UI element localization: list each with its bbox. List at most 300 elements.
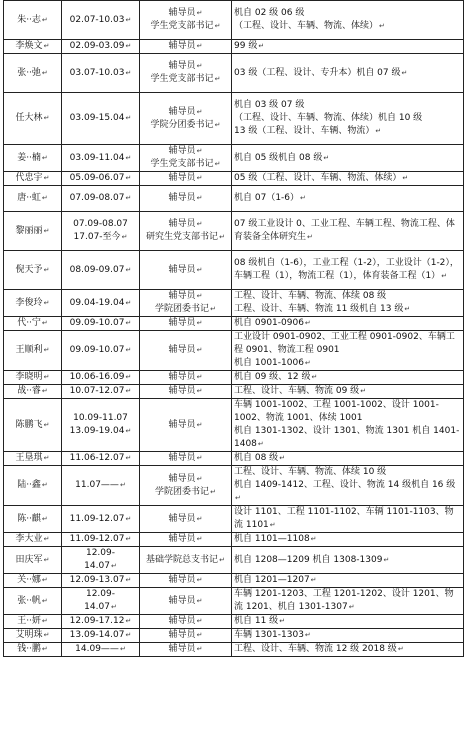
return-mark: ↵ — [43, 454, 50, 462]
counselor-name: 李焕文 — [15, 41, 43, 51]
role-cell — [140, 186, 232, 212]
return-mark: ↵ — [125, 454, 132, 462]
class-scope: 机自 08 级 — [234, 453, 279, 463]
role-title — [142, 264, 229, 277]
term-period: 09.09-10.07 — [69, 345, 125, 355]
counselor-name-cell — [4, 547, 62, 574]
return-mark: ↵ — [196, 9, 203, 17]
role-cell — [140, 40, 232, 54]
term-period: 10.09-11.07 13.09-19.04 — [69, 413, 128, 436]
table-row — [4, 506, 464, 533]
return-mark: ↵ — [310, 576, 317, 584]
return-mark: ↵ — [110, 562, 117, 570]
class-scope-cell — [232, 533, 464, 547]
term-period-cell — [62, 385, 140, 399]
term-period-cell — [62, 371, 140, 385]
class-scope: 机自 07（1-6） — [234, 193, 300, 203]
return-mark: ↵ — [257, 440, 264, 448]
class-scope: 车辆 1301-1303 — [234, 630, 304, 640]
term-period-cell — [62, 251, 140, 290]
counselor-name-cell — [4, 317, 62, 331]
counselor-name-cell — [4, 212, 62, 251]
return-mark: ↵ — [360, 387, 367, 395]
term-period: 11.09-12.07 — [69, 513, 125, 524]
role-cell — [140, 212, 232, 251]
return-mark: ↵ — [196, 220, 203, 228]
role-cell — [140, 506, 232, 533]
table-row — [4, 385, 464, 399]
role-title — [142, 317, 229, 330]
role-title — [142, 473, 229, 486]
role-cell — [140, 615, 232, 629]
return-mark: ↵ — [300, 194, 306, 202]
return-mark: ↵ — [441, 272, 448, 280]
counselor-name-cell — [4, 251, 62, 290]
role-cell — [140, 629, 232, 643]
table-row — [4, 40, 464, 54]
return-mark: ↵ — [125, 631, 132, 639]
return-mark: ↵ — [125, 194, 132, 202]
return-mark: ↵ — [41, 576, 48, 584]
role-cell — [140, 574, 232, 588]
table-body — [4, 1, 464, 657]
return-mark: ↵ — [196, 617, 203, 625]
counselor-name: 陈··麒 — [17, 513, 41, 524]
role-title — [142, 629, 229, 642]
role-text: 辅导员 — [168, 146, 196, 156]
return-mark: ↵ — [196, 474, 203, 483]
return-mark: ↵ — [121, 233, 128, 241]
term-period-cell — [62, 643, 140, 657]
role-title — [142, 615, 229, 628]
counselor-table — [3, 0, 464, 657]
table-row — [4, 588, 464, 615]
class-scope-cell — [232, 574, 464, 588]
role-cell — [140, 399, 232, 452]
class-scope: 机自 11 级 — [234, 616, 279, 626]
class-scope-cell — [232, 615, 464, 629]
role-text: 学生党支部书记 — [150, 21, 214, 31]
counselor-name: 张··帆 — [17, 595, 41, 606]
role-text: 辅导员 — [168, 595, 196, 606]
return-mark: ↵ — [41, 514, 48, 523]
role-cell — [140, 533, 232, 547]
term-period: 14.09—— — [75, 644, 119, 654]
role-text: 辅导员 — [168, 386, 196, 396]
class-scope: 机自 02 级 06 级 （工程、设计、车辆、物流、体续） — [234, 8, 379, 31]
role-text: 辅导员 — [168, 513, 196, 524]
return-mark: ↵ — [210, 305, 216, 313]
role-title — [142, 40, 229, 53]
term-period: 07.09-08.07 17.07-至今 — [73, 219, 128, 242]
return-mark: ↵ — [125, 174, 132, 182]
return-mark: ↵ — [397, 645, 404, 653]
table-row — [4, 317, 464, 331]
counselor-name: 关··娜 — [17, 575, 41, 585]
return-mark: ↵ — [43, 226, 50, 235]
term-period: 11.06-12.07 — [69, 453, 125, 463]
role-cell — [140, 547, 232, 574]
role-text: 辅导员 — [168, 419, 196, 430]
return-mark: ↵ — [43, 555, 50, 564]
table-row — [4, 145, 464, 172]
return-mark: ↵ — [41, 15, 48, 24]
term-period-cell — [62, 533, 140, 547]
role-text: 辅导员 — [168, 264, 196, 275]
term-period: 09.09-10.07 — [69, 318, 125, 328]
role-text: 基础学院总支书记 — [146, 554, 219, 565]
table-row — [4, 371, 464, 385]
class-scope: 机自 0901-0906 — [234, 318, 304, 328]
role-cell — [140, 643, 232, 657]
class-scope: 05 级（工程、设计、车辆、物流、体续） — [234, 173, 402, 183]
table-row — [4, 629, 464, 643]
table-row — [4, 452, 464, 466]
role-cell — [140, 385, 232, 399]
term-period-cell — [62, 145, 140, 172]
role-text: 学院分团委书记 — [150, 119, 214, 130]
role-text: 辅导员 — [168, 616, 196, 626]
return-mark: ↵ — [219, 233, 225, 241]
return-mark: ↵ — [323, 153, 330, 162]
return-mark: ↵ — [125, 68, 132, 77]
role-text: 辅导员 — [168, 575, 196, 585]
counselor-name: 王··妍 — [17, 616, 41, 626]
counselor-name-cell — [4, 588, 62, 615]
return-mark: ↵ — [196, 535, 203, 543]
role-title — [142, 513, 229, 526]
counselor-name-cell — [4, 466, 62, 506]
class-scope-cell — [232, 145, 464, 172]
role-cell — [140, 317, 232, 331]
return-mark: ↵ — [279, 454, 286, 462]
return-mark: ↵ — [125, 617, 132, 625]
role-text: 辅导员 — [168, 534, 196, 544]
return-mark: ↵ — [125, 15, 132, 24]
term-period-cell — [62, 588, 140, 615]
counselor-name: 艾明珠 — [15, 630, 43, 640]
return-mark: ↵ — [304, 359, 311, 367]
counselor-name: 李晓明 — [15, 372, 43, 382]
term-period: 03.09-15.04 — [69, 113, 125, 123]
return-mark: ↵ — [125, 42, 132, 50]
class-scope: 机自 05 级机自 08 级 — [234, 152, 323, 163]
role-cell — [140, 452, 232, 466]
counselor-name: 李大业 — [15, 534, 43, 544]
role-title — [142, 574, 229, 587]
return-mark: ↵ — [125, 265, 132, 274]
term-period-cell — [62, 172, 140, 186]
role-title — [142, 119, 229, 132]
role-text: 辅导员 — [168, 644, 196, 654]
role-title — [142, 371, 229, 384]
class-scope-cell — [232, 506, 464, 533]
term-period-cell — [62, 574, 140, 588]
return-mark: ↵ — [304, 631, 311, 639]
term-period: 10.07-12.07 — [69, 386, 125, 396]
table-row — [4, 251, 464, 290]
return-mark: ↵ — [41, 617, 48, 625]
role-title — [142, 303, 229, 316]
return-mark: ↵ — [125, 373, 132, 381]
return-mark: ↵ — [125, 346, 132, 354]
class-scope-cell — [232, 399, 464, 452]
class-scope-cell — [232, 186, 464, 212]
term-period-cell — [62, 290, 140, 317]
return-mark: ↵ — [119, 481, 126, 489]
term-period: 07.09-08.07 — [69, 193, 125, 203]
term-period-cell — [62, 452, 140, 466]
return-mark: ↵ — [304, 319, 311, 327]
term-period: 10.06-16.09 — [69, 372, 125, 382]
return-mark: ↵ — [125, 319, 132, 327]
table-row — [4, 643, 464, 657]
counselor-name-cell — [4, 643, 62, 657]
table-row — [4, 290, 464, 317]
class-scope-cell — [232, 466, 464, 506]
role-title — [142, 73, 229, 86]
table-row — [4, 54, 464, 93]
return-mark: ↵ — [125, 535, 132, 543]
return-mark: ↵ — [125, 387, 132, 395]
class-scope: 机自 1201—1207 — [234, 575, 310, 585]
table-row — [4, 399, 464, 452]
term-period: 02.07-10.03 — [69, 14, 125, 25]
return-mark: ↵ — [210, 487, 216, 496]
return-mark: ↵ — [43, 174, 50, 182]
return-mark: ↵ — [125, 114, 132, 122]
role-title — [142, 172, 229, 185]
counselor-name-cell — [4, 93, 62, 145]
class-scope-cell — [232, 172, 464, 186]
return-mark: ↵ — [196, 645, 203, 653]
role-title — [142, 192, 229, 205]
return-mark: ↵ — [41, 153, 48, 162]
role-text: 辅导员 — [168, 372, 196, 382]
term-period-cell — [62, 466, 140, 506]
class-scope: 工程、设计、车辆、物流、体续 10 级 机自 1409-1412、工程、设计、物流 14 级机自 16 级 — [234, 467, 456, 490]
counselor-name: 王顺利 — [15, 345, 43, 355]
class-scope-cell — [232, 331, 464, 371]
counselor-name-cell — [4, 1, 62, 40]
class-scope: 车辆 1001-1002、工程 1001-1002、设计 1001-1002、物流 1001、体续 1001 机自 1301-1302、设计 1301、物流 1301 机自 1401-1408 — [234, 400, 460, 449]
term-period: 12.09- 14.07 — [84, 589, 115, 612]
table-row — [4, 212, 464, 251]
return-mark: ↵ — [235, 494, 241, 502]
return-mark: ↵ — [196, 454, 203, 462]
class-scope: 机自 1101—1108 — [234, 534, 310, 544]
term-period-cell — [62, 186, 140, 212]
return-mark: ↵ — [402, 174, 409, 182]
class-scope: 车辆 1201-1203、工程 1201-1202、设计 1201、物流 1201、机自 1301-1307 — [234, 589, 454, 612]
counselor-name-cell — [4, 172, 62, 186]
class-scope-cell — [232, 588, 464, 615]
return-mark: ↵ — [41, 194, 48, 202]
return-mark: ↵ — [125, 427, 132, 435]
return-mark: ↵ — [310, 535, 317, 543]
term-period-cell — [62, 547, 140, 574]
counselor-name-cell — [4, 399, 62, 452]
role-title — [142, 385, 229, 398]
return-mark: ↵ — [41, 68, 48, 77]
counselor-name: 任大林 — [15, 113, 43, 123]
table-row — [4, 1, 464, 40]
term-period-cell — [62, 1, 140, 40]
role-text: 辅导员 — [168, 173, 196, 183]
return-mark: ↵ — [404, 305, 411, 313]
return-mark: ↵ — [41, 645, 48, 653]
role-title — [142, 486, 229, 499]
return-mark: ↵ — [375, 127, 382, 135]
role-title — [142, 106, 229, 119]
counselor-name: 李俊玲 — [15, 297, 43, 308]
role-text: 学生党支部书记 — [150, 159, 214, 169]
return-mark: ↵ — [196, 631, 203, 639]
class-scope: 工业设计 0901-0902、工业工程 0901-0902、车辆工程 0901、物流工程 0901 机自 1001-1006 — [234, 332, 455, 368]
role-title — [142, 643, 229, 656]
term-period-cell — [62, 317, 140, 331]
return-mark: ↵ — [258, 42, 265, 50]
class-scope: 工程、设计、车辆、物流 12 级 2018 级 — [234, 644, 397, 654]
return-mark: ↵ — [196, 62, 203, 70]
role-cell — [140, 588, 232, 615]
counselor-name-cell — [4, 629, 62, 643]
return-mark: ↵ — [348, 603, 355, 611]
term-period-cell — [62, 212, 140, 251]
class-scope: 08 级机自（1-6），工业工程（1-2），工业设计（1-2），车辆工程（1），物流工程（1），体育装备工程（1） — [234, 258, 459, 281]
table-row — [4, 186, 464, 212]
return-mark: ↵ — [125, 514, 132, 523]
class-scope-cell — [232, 385, 464, 399]
counselor-name: 代··宁 — [17, 318, 41, 328]
counselor-name-cell — [4, 54, 62, 93]
role-text: 辅导员 — [168, 106, 196, 117]
return-mark: ↵ — [196, 42, 203, 50]
term-period-cell — [62, 54, 140, 93]
counselor-name-cell — [4, 574, 62, 588]
term-period-cell — [62, 615, 140, 629]
role-cell — [140, 251, 232, 290]
role-cell — [140, 290, 232, 317]
return-mark: ↵ — [269, 521, 276, 529]
role-cell — [140, 371, 232, 385]
role-text: 辅导员 — [168, 219, 196, 229]
role-cell — [140, 145, 232, 172]
role-text: 辅导员 — [168, 473, 196, 484]
term-period-cell — [62, 506, 140, 533]
counselor-name: 战··睿 — [17, 386, 41, 396]
return-mark: ↵ — [110, 603, 117, 611]
return-mark: ↵ — [196, 387, 203, 395]
return-mark: ↵ — [41, 387, 48, 395]
return-mark: ↵ — [196, 319, 203, 327]
class-scope-cell — [232, 452, 464, 466]
counselor-name-cell — [4, 331, 62, 371]
return-mark: ↵ — [196, 576, 203, 584]
role-cell — [140, 93, 232, 145]
table-row — [4, 574, 464, 588]
return-mark: ↵ — [43, 373, 50, 381]
return-mark: ↵ — [43, 114, 50, 122]
counselor-name-cell — [4, 385, 62, 399]
role-text: 学院团委书记 — [155, 486, 210, 497]
class-scope: 机自 09 级、12 级 — [234, 372, 311, 382]
role-text: 辅导员 — [168, 345, 196, 355]
return-mark: ↵ — [41, 319, 48, 327]
counselor-name: 唐··虹 — [17, 193, 41, 203]
return-mark: ↵ — [43, 535, 50, 543]
role-text: 辅导员 — [168, 453, 196, 463]
return-mark: ↵ — [196, 292, 203, 300]
class-scope-cell — [232, 1, 464, 40]
class-scope: 工程、设计、车辆、物流、体续 08 级 工程、设计、车辆、物流 11 级机自 13 级 — [234, 291, 404, 314]
class-scope: 03 级（工程、设计、专升本）机自 07 级 — [234, 67, 401, 78]
return-mark: ↵ — [119, 645, 126, 653]
term-period: 12.09-13.07 — [69, 575, 125, 585]
class-scope-cell — [232, 290, 464, 317]
counselor-name-cell — [4, 506, 62, 533]
return-mark: ↵ — [196, 420, 203, 429]
role-title — [142, 20, 229, 33]
counselor-name-cell — [4, 186, 62, 212]
counselor-name: 钱··鹏 — [17, 644, 41, 654]
term-period: 02.09-03.09 — [69, 41, 125, 51]
counselor-name-cell — [4, 40, 62, 54]
term-period-cell — [62, 40, 140, 54]
term-period: 09.04-19.04 — [69, 297, 125, 308]
return-mark: ↵ — [214, 120, 221, 129]
return-mark: ↵ — [43, 420, 50, 429]
role-title — [142, 595, 229, 608]
term-period: 11.09-12.07 — [69, 534, 125, 544]
return-mark: ↵ — [196, 514, 203, 523]
counselor-name-cell — [4, 615, 62, 629]
counselor-name: 陆··鑫 — [17, 480, 41, 490]
role-text: 研究生党支部书记 — [146, 232, 219, 242]
term-period: 12.09- 14.07 — [84, 548, 115, 571]
return-mark: ↵ — [41, 481, 48, 489]
return-mark: ↵ — [196, 194, 203, 202]
role-text: 辅导员 — [168, 8, 196, 18]
term-period: 05.09-06.07 — [69, 173, 125, 183]
table-row — [4, 533, 464, 547]
role-title — [142, 452, 229, 465]
return-mark: ↵ — [196, 174, 203, 182]
return-mark: ↵ — [43, 631, 50, 639]
counselor-name-cell — [4, 290, 62, 317]
return-mark: ↵ — [214, 22, 221, 30]
return-mark: ↵ — [214, 75, 221, 83]
role-text: 辅导员 — [168, 318, 196, 328]
return-mark: ↵ — [41, 596, 48, 605]
role-title — [142, 419, 229, 432]
term-period-cell — [62, 629, 140, 643]
counselor-name: 姜··楠 — [17, 152, 41, 163]
class-scope-cell — [232, 212, 464, 251]
role-cell — [140, 466, 232, 506]
return-mark: ↵ — [196, 596, 203, 605]
role-text: 辅导员 — [168, 291, 196, 301]
table-row — [4, 466, 464, 506]
return-mark: ↵ — [43, 42, 50, 50]
return-mark: ↵ — [43, 346, 50, 354]
return-mark: ↵ — [125, 576, 132, 584]
term-period-cell — [62, 331, 140, 371]
role-text: 辅导员 — [168, 630, 196, 640]
return-mark: ↵ — [214, 160, 221, 168]
term-period-cell — [62, 399, 140, 452]
return-mark: ↵ — [125, 298, 132, 307]
